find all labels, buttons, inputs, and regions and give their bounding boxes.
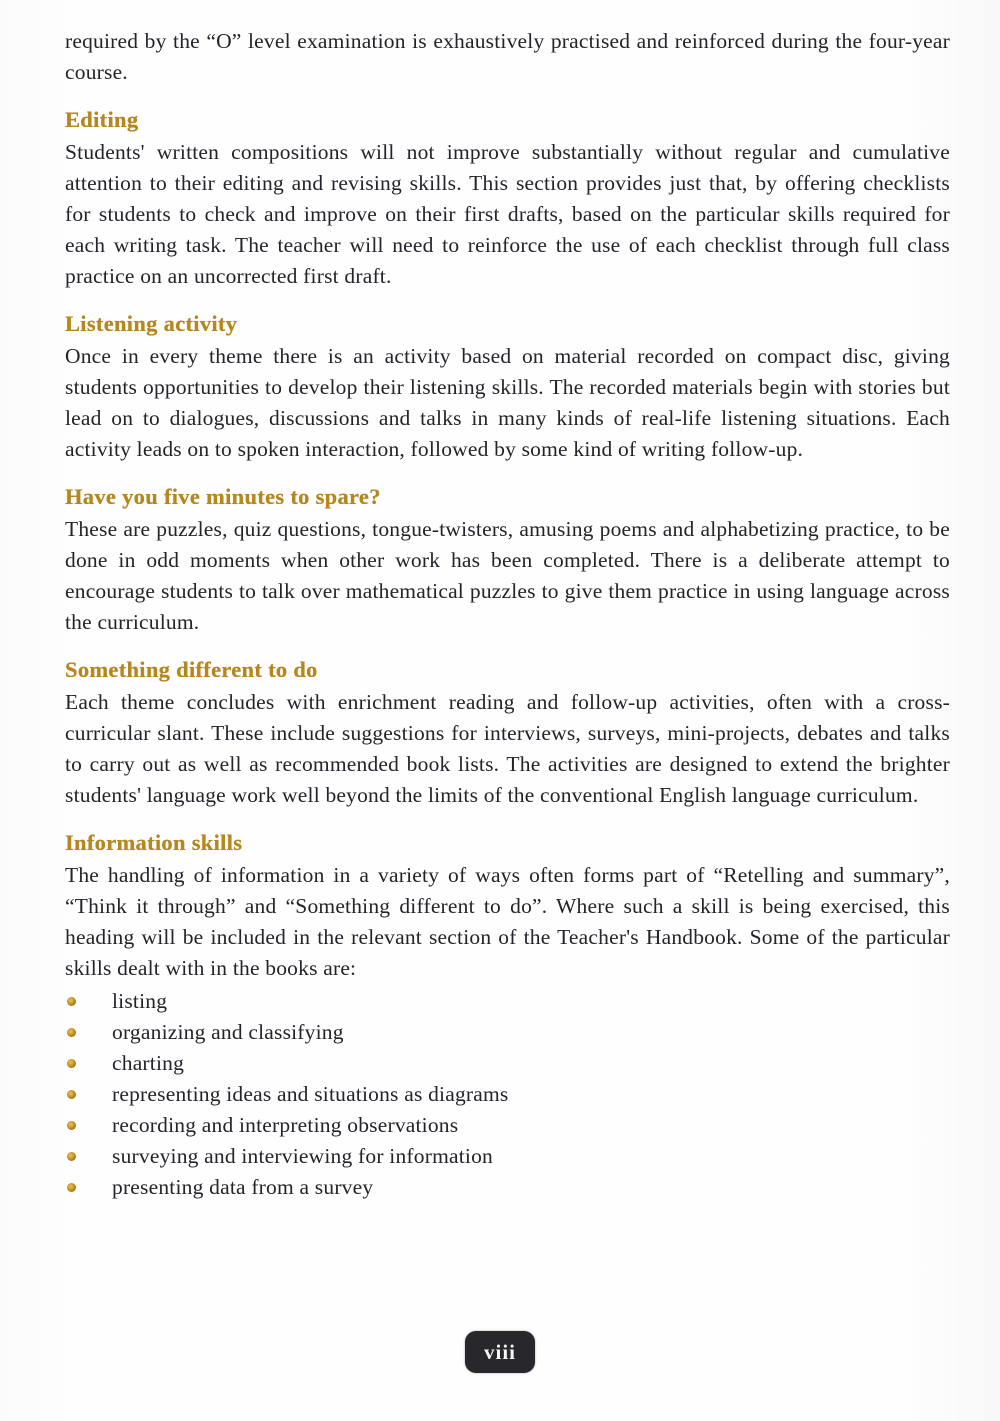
list-item-label: listing — [112, 989, 168, 1013]
information-skills-list — [65, 986, 950, 1203]
section-information-skills — [65, 829, 950, 1203]
section-heading-editing: Editing — [65, 107, 139, 132]
section-body-five-minutes-to-spare: These are puzzles, quiz questions, tongue-twisters, amusing poems and alphabetizing practice, to be done in odd moments when other work has been completed. There is a deliberate attempt to encourage students to talk over mathematical puzzles to give them practice in using language across the curriculum. — [65, 517, 950, 634]
list-item — [65, 986, 950, 1017]
section-heading-information-skills: Information skills — [65, 830, 243, 855]
list-item-label: organizing and classifying — [112, 1020, 344, 1044]
section-heading-five-minutes-to-spare: Have you five minutes to spare? — [65, 484, 381, 509]
bullet-icon — [67, 1028, 76, 1037]
list-item-label: presenting data from a survey — [112, 1175, 374, 1199]
section-body-listening-activity: Once in every theme there is an activity based on material recorded on compact disc, giving students opportunities to develop their listening skills. The recorded materials begin with stories but lead on to dialogues, discussions and talks in many kinds of real-life listening situations. Each activity leads on to spoken interaction, followed by some kind of writing follow-up. — [65, 344, 950, 461]
bullet-icon — [67, 1059, 76, 1068]
bullet-icon — [67, 1090, 76, 1099]
bullet-icon — [67, 1121, 76, 1130]
list-item — [65, 1048, 950, 1079]
list-item — [65, 1110, 950, 1141]
intro-paragraph: required by the “O” level examination is exhaustively practised and reinforced during the four-year course. — [65, 29, 950, 84]
section-heading-listening-activity: Listening activity — [65, 311, 238, 336]
bullet-icon — [67, 1183, 76, 1192]
list-item — [65, 1017, 950, 1048]
section-listening-activity — [65, 310, 950, 465]
section-something-different-to-do — [65, 656, 950, 811]
section-five-minutes-to-spare — [65, 483, 950, 638]
section-heading-something-different-to-do: Something different to do — [65, 657, 318, 682]
bullet-icon — [67, 997, 76, 1006]
list-item-label: recording and interpreting observations — [112, 1113, 459, 1137]
list-item-label: surveying and interviewing for information — [112, 1144, 493, 1168]
list-item — [65, 1141, 950, 1172]
list-item-label: representing ideas and situations as diagrams — [112, 1082, 509, 1106]
list-item-label: charting — [112, 1051, 185, 1075]
list-item — [65, 1172, 950, 1203]
list-item — [65, 1079, 950, 1110]
page-number-badge — [465, 1331, 535, 1373]
bullet-icon — [67, 1152, 76, 1161]
section-editing — [65, 106, 950, 292]
section-body-something-different-to-do: Each theme concludes with enrichment reading and follow-up activities, often with a cross-curricular slant. These include suggestions for interviews, surveys, mini-projects, debates and talks to carry out as well as recommended book lists. The activities are designed to extend the brighter students' language work well beyond the limits of the conventional English language curriculum. — [65, 690, 950, 807]
page-number-label: viii — [483, 1339, 516, 1364]
section-body-editing: Students' written compositions will not improve substantially without regular and cumulative attention to their editing and revising skills. This section provides just that, by offering checklists for students to check and improve on their first drafts, based on the particular skills required for each writing task. The teacher will need to reinforce the use of each checklist through full class practice on an uncorrected first draft. — [65, 140, 950, 288]
section-body-information-skills: The handling of information in a variety of ways often forms part of “Retelling and summary”, “Think it through” and “Something different to do”. Where such a skill is being exercised, this heading will be included in the relevant section of the Teacher's Handbook. Some of the particular skills dealt with in the books are: — [65, 863, 950, 980]
